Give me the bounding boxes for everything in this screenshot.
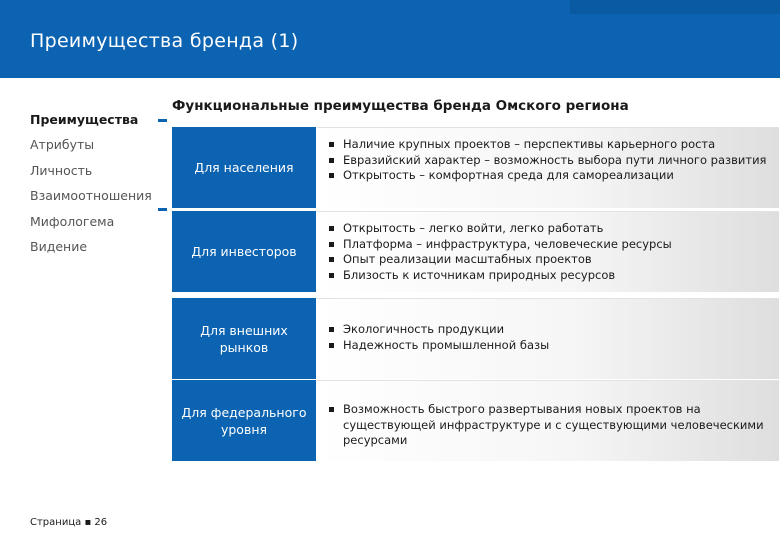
row-body <box>317 380 779 461</box>
sidebar-item-personality: Личность <box>30 162 93 178</box>
bullet-item: Платформа – инфраструктура, человеческие ресурсы <box>327 237 769 253</box>
row-body <box>317 298 779 379</box>
sidebar-item-vision: Видение <box>30 239 88 254</box>
bullet-item: Открытость – комфортная среда для самореализации <box>327 168 769 184</box>
benefit-row-population <box>172 127 779 208</box>
row-label: Для федерального уровня <box>172 380 316 461</box>
bullet-item: Возможность быстрого развертывания новых проектов на существующей инфраструктуре и с существующими человеческими ресурсами <box>327 402 769 449</box>
row-body <box>317 211 779 292</box>
bullet-item: Евразийский характер – возможность выбора пути личного развития <box>327 153 769 169</box>
sidebar-item-relationships: Взаимоотношения <box>30 188 152 203</box>
benefit-row-external-markets <box>172 298 779 379</box>
sidebar-divider <box>158 119 167 122</box>
section-title: Функциональные преимущества бренда Омского региона <box>172 98 629 114</box>
bullet-item: Близость к источникам природных ресурсов <box>327 268 769 284</box>
sidebar-item-mythologem: Мифологема <box>30 213 115 229</box>
sidebar-divider <box>158 208 167 211</box>
page-separator-icon: ▪ <box>84 517 92 528</box>
benefit-row-federal <box>172 380 779 461</box>
row-body <box>317 127 779 208</box>
row-label: Для внешних рынков <box>172 298 316 379</box>
sidebar-list <box>30 137 152 265</box>
bullet-item: Опыт реализации масштабных проектов <box>327 252 769 268</box>
row-label: Для населения <box>172 127 316 208</box>
bullet-item: Открытость – легко войти, легко работать <box>327 221 769 237</box>
page-label: Страница <box>30 517 82 528</box>
sidebar-heading: Преимущества <box>30 112 139 127</box>
bullet-item: Надежность промышленной базы <box>327 338 769 354</box>
header-bar <box>0 0 780 78</box>
page-number: 26 <box>94 517 108 528</box>
benefit-row-investors <box>172 211 779 292</box>
bullet-item: Экологичность продукции <box>327 322 769 338</box>
page-title: Преимущества бренда (1) <box>30 30 299 52</box>
sidebar-item-attributes: Атрибуты <box>30 137 95 152</box>
bullet-item: Наличие крупных проектов – перспективы карьерного роста <box>327 137 769 153</box>
header-tab-accent <box>570 0 780 14</box>
page-footer <box>30 517 107 528</box>
row-label: Для инвесторов <box>172 211 316 292</box>
